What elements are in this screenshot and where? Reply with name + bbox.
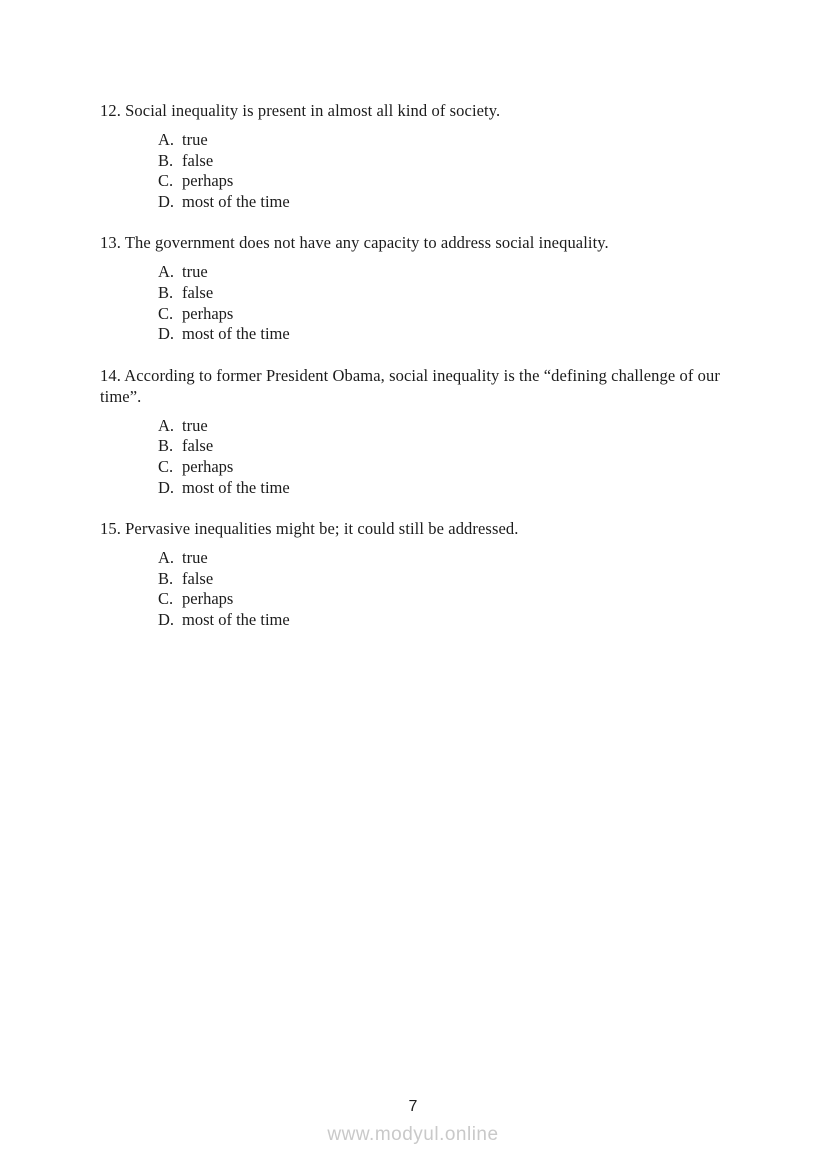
options-list — [158, 416, 728, 498]
option-letter: A. — [158, 415, 175, 435]
options-list — [158, 548, 728, 630]
option-text: perhaps — [182, 171, 234, 191]
option — [158, 283, 728, 304]
question-text: 13. The government does not have any capacity to address social inequality. — [100, 233, 609, 253]
option-letter: C. — [158, 171, 174, 191]
option — [158, 262, 728, 283]
question — [100, 100, 728, 212]
option-text: most of the time — [182, 609, 290, 629]
option — [158, 548, 728, 569]
option-letter: A. — [158, 262, 175, 282]
option-letter: A. — [158, 548, 175, 568]
option — [158, 304, 728, 325]
option-text: true — [182, 262, 208, 282]
option-text: true — [182, 415, 208, 435]
option-text: false — [182, 568, 214, 588]
option-text: false — [182, 282, 214, 302]
option-letter: B. — [158, 568, 174, 588]
option — [158, 171, 728, 192]
option — [158, 589, 728, 610]
question-text: 12. Social inequality is present in almost all kind of society. — [100, 101, 501, 120]
option-letter: D. — [158, 324, 175, 344]
option — [158, 478, 728, 499]
option-text: most of the time — [182, 324, 290, 344]
option — [158, 151, 728, 172]
option-letter: D. — [158, 477, 175, 497]
option — [158, 569, 728, 590]
question-text: 15. Pervasive inequalities might be; it could still be addressed. — [100, 519, 519, 539]
option-letter: D. — [158, 191, 175, 211]
option-letter: B. — [158, 282, 174, 302]
option — [158, 416, 728, 437]
option-text: true — [182, 130, 208, 149]
option-text: most of the time — [182, 191, 290, 211]
option — [158, 610, 728, 631]
option-text: false — [182, 150, 214, 170]
watermark: www.modyul.online — [327, 1124, 499, 1145]
option-text: most of the time — [182, 477, 290, 497]
question — [100, 365, 728, 498]
option — [158, 192, 728, 213]
questions-list — [100, 100, 728, 651]
options-list — [158, 130, 728, 212]
option-letter: A. — [158, 130, 175, 149]
question — [100, 232, 728, 344]
page-number: 7 — [408, 1098, 418, 1115]
option-text: false — [182, 436, 214, 456]
option — [158, 324, 728, 345]
option-text: perhaps — [182, 456, 234, 476]
question — [100, 518, 728, 630]
option — [158, 130, 728, 151]
option — [158, 457, 728, 478]
option-letter: C. — [158, 589, 174, 609]
option-letter: D. — [158, 609, 175, 629]
option-letter: B. — [158, 436, 174, 456]
question-text: 14. According to former President Obama, social inequality is the “defining challenge of our time”. — [100, 365, 720, 406]
option-text: perhaps — [182, 589, 234, 609]
option-text: perhaps — [182, 303, 234, 323]
option-letter: B. — [158, 150, 174, 170]
option-text: true — [182, 548, 208, 568]
options-list — [158, 262, 728, 344]
option-letter: C. — [158, 456, 174, 476]
option — [158, 436, 728, 457]
option-letter: C. — [158, 303, 174, 323]
